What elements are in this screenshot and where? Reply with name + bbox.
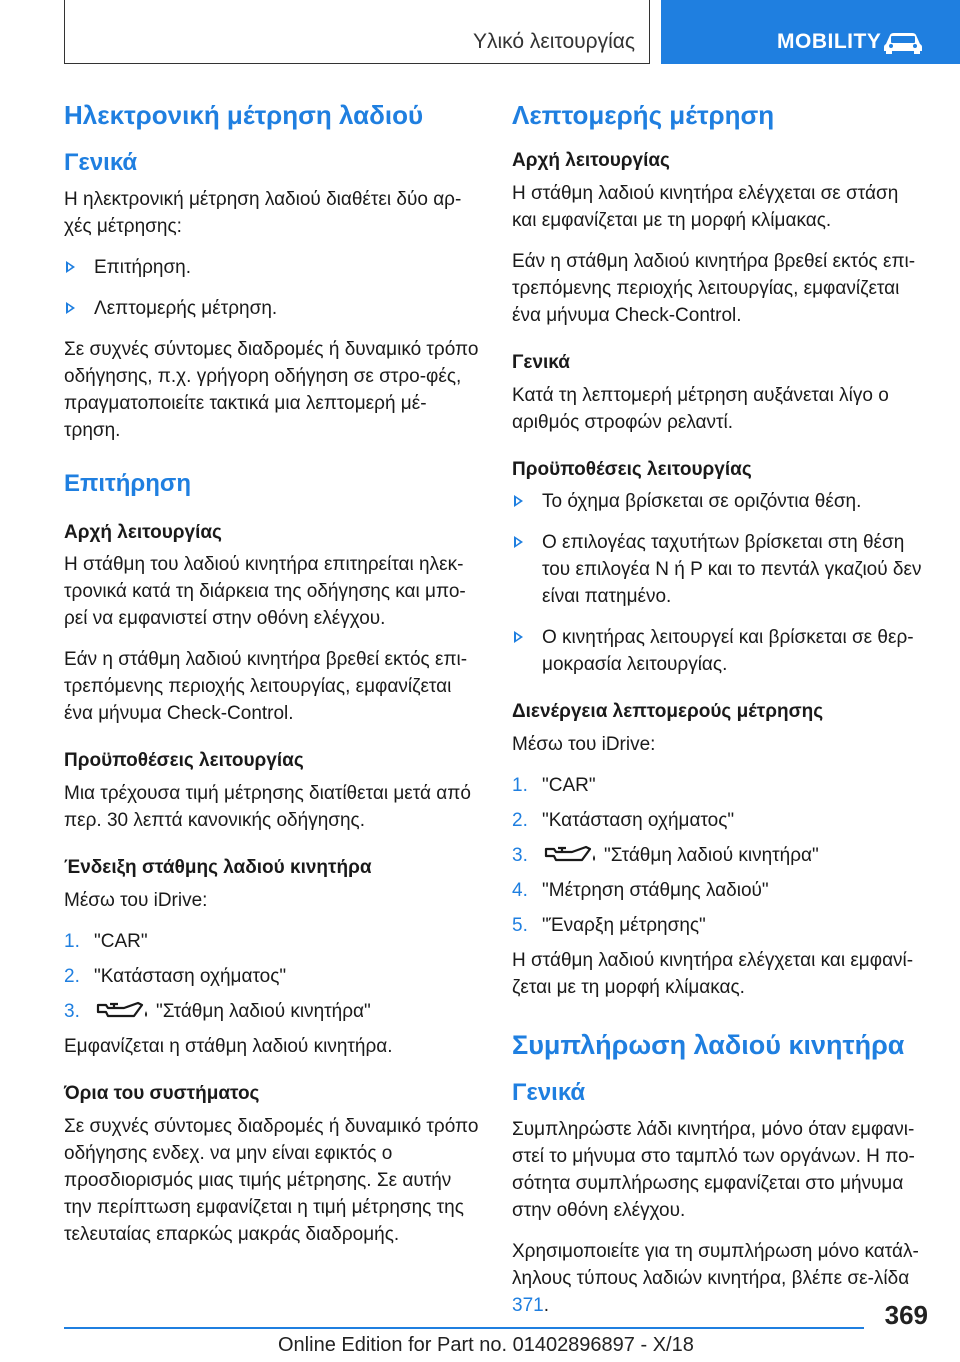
right-column bbox=[512, 100, 928, 1333]
list-item: 2. "Κατάσταση οχήματος" bbox=[64, 965, 287, 987]
prerequisites-paragraph: Μια τρέχουσα τιμή μέτρησης διατίθεται μετά από περ. 30 λεπτά κανονικής οδήγησης. bbox=[64, 783, 471, 832]
footer-divider bbox=[64, 1327, 864, 1329]
oil-level-result: Εμφανίζεται η στάθμη λαδιού κινητήρα. bbox=[64, 1035, 393, 1057]
heading-oil-level-display: Ένδειξη στάθμης λαδιού κινητήρα bbox=[64, 857, 372, 879]
oil-can-icon bbox=[94, 999, 152, 1021]
list-item: 4. "Μέτρηση στάθμης λαδιού" bbox=[512, 879, 769, 901]
heading-detailed-measurement: Λεπτομερής μέτρηση bbox=[512, 100, 775, 130]
idrive-intro: Μέσω του iDrive: bbox=[512, 733, 656, 755]
list-item: Επιτήρηση. bbox=[64, 254, 480, 281]
car-icon bbox=[882, 30, 924, 54]
list-item: 3. "Στάθμη λαδιού κινητήρα" bbox=[512, 844, 819, 866]
page-reference-link[interactable]: 371 bbox=[512, 1295, 544, 1317]
triangle-bullet-icon bbox=[66, 261, 75, 273]
general-intro: Η ηλεκτρονική μέτρηση λαδιού διαθέτει δύο αρ-χές μέτρησης: bbox=[64, 188, 462, 237]
list-item: 5. "Έναρξη μέτρησης" bbox=[512, 914, 706, 936]
list-item: Το όχημα βρίσκεται σε οριζόντια θέση. bbox=[512, 488, 928, 515]
list-item: 1. "CAR" bbox=[512, 774, 596, 796]
header-section-title: Υλικό λειτουργίας bbox=[473, 30, 635, 53]
list-item: 2. "Κατάσταση οχήματος" bbox=[512, 809, 735, 831]
page-number: 369 bbox=[884, 1300, 928, 1330]
triangle-bullet-icon bbox=[514, 536, 523, 548]
general-paragraph: Σε συχνές σύντομες διαδρομές ή δυναμικό τρόπο οδήγησης, π.χ. γρήγορη οδήγηση σε στρο-φές, πραγματοποιείτε τακτικά μια λεπτομερή μέ-τρηση. bbox=[64, 338, 479, 441]
list-item: Λεπτομερής μέτρηση. bbox=[64, 295, 480, 322]
heading-general: Γενικά bbox=[512, 351, 570, 373]
oil-can-icon bbox=[542, 843, 600, 865]
heading-monitoring: Επιτήρηση bbox=[64, 469, 192, 497]
idrive-intro: Μέσω του iDrive: bbox=[64, 889, 208, 911]
list-item: Ο κινητήρας λειτουργεί και βρίσκεται σε θερ-μοκρασία λειτουργίας. bbox=[512, 624, 928, 678]
mobility-label: MOBILITY bbox=[777, 30, 882, 53]
heading-perform-detailed-measurement: Διενέργεια λεπτομερούς μέτρησης bbox=[512, 701, 824, 723]
triangle-bullet-icon bbox=[514, 631, 523, 643]
heading-top-up-engine-oil: Συμπλήρωση λαδιού κινητήρα bbox=[512, 1029, 905, 1060]
heading-general: Γενικά bbox=[512, 1079, 586, 1107]
general-paragraph: Κατά τη λεπτομερή μέτρηση αυξάνεται λίγο ο αριθμός στροφών ρελαντί. bbox=[512, 384, 889, 433]
heading-system-limits: Όρια του συστήματος bbox=[64, 1082, 260, 1104]
operating-principle-p1: Η στάθμη του λαδιού κινητήρα επιτηρείται ηλεκ-τρονικά κατά τη διάρκεια της οδήγησης και μπο-ρεί να εμφανιστεί στην οθόνη ελέγχου. bbox=[64, 554, 466, 630]
triangle-bullet-icon bbox=[514, 495, 523, 507]
footer-edition-text: Online Edition for Part no. 01402896897 - X/18 bbox=[278, 1334, 694, 1356]
header-section-box bbox=[64, 0, 650, 64]
triangle-bullet-icon bbox=[66, 302, 75, 314]
heading-operating-principle: Αρχή λειτουργίας bbox=[64, 521, 222, 543]
heading-operating-principle: Αρχή λειτουργίας bbox=[512, 150, 670, 172]
operating-principle-p2: Εάν η στάθμη λαδιού κινητήρα βρεθεί εκτός επι-τρεπόμενης περιοχής λειτουργίας, εμφανίζεται ένα μήνυμα Check-Control. bbox=[512, 250, 916, 326]
heading-prerequisites: Προϋποθέσεις λειτουργίας bbox=[64, 750, 304, 772]
operating-principle-p1: Η στάθμη λαδιού κινητήρα ελέγχεται σε στάση και εμφανίζεται με τη μορφή κλίμακας. bbox=[512, 182, 899, 231]
list-item: 3. "Στάθμη λαδιού κινητήρα" bbox=[64, 1000, 371, 1022]
heading-general: Γενικά bbox=[64, 149, 138, 177]
operating-principle-p2: Εάν η στάθμη λαδιού κινητήρα βρεθεί εκτός επι-τρεπόμενης περιοχής λειτουργίας, εμφανίζεται ένα μήνυμα Check-Control. bbox=[64, 649, 468, 725]
system-limits-paragraph: Σε συχνές σύντομες διαδρομές ή δυναμικό τρόπο οδήγησης ενδεχ. να μην είναι εφικτός ο προσδιορισμός μιας τιμής μέτρησης. Σε αυτήν την περίπτωση εμφανίζεται η τιμή μέτρησης της τελευταίας επαρκώς μακράς διαδρομής. bbox=[64, 1115, 479, 1245]
detailed-measurement-result: Η στάθμη λαδιού κινητήρα ελέγχεται και εμφανί-ζεται με τη μορφή κλίμακας. bbox=[512, 949, 914, 998]
heading-electronic-oil-measurement: Ηλεκτρονική μέτρηση λαδιού bbox=[64, 100, 424, 130]
left-column bbox=[64, 100, 480, 1262]
list-item: 1. "CAR" bbox=[64, 930, 148, 952]
heading-prerequisites: Προϋποθέσεις λειτουργίας bbox=[512, 458, 752, 480]
list-item: Ο επιλογέας ταχυτήτων βρίσκεται στη θέση του επιλογέα N ή P και το πεντάλ γκαζιού δεν είναι πατημένο. bbox=[512, 529, 928, 610]
top-up-paragraph-2: Χρησιμοποιείτε για τη συμπλήρωση μόνο κατάλ-ληλους τύπους λαδιών κινητήρα, βλέπε σε-λίδα 371. bbox=[512, 1241, 919, 1317]
top-up-paragraph-1: Συμπληρώστε λάδι κινητήρα, μόνο όταν εμφανι-στεί το μήνυμα στο ταμπλό των οργάνων. Η πο-σότητα συμπλήρωσης εμφανίζεται στο μήνυμα στην οθόνη ελέγχου. bbox=[512, 1119, 915, 1222]
